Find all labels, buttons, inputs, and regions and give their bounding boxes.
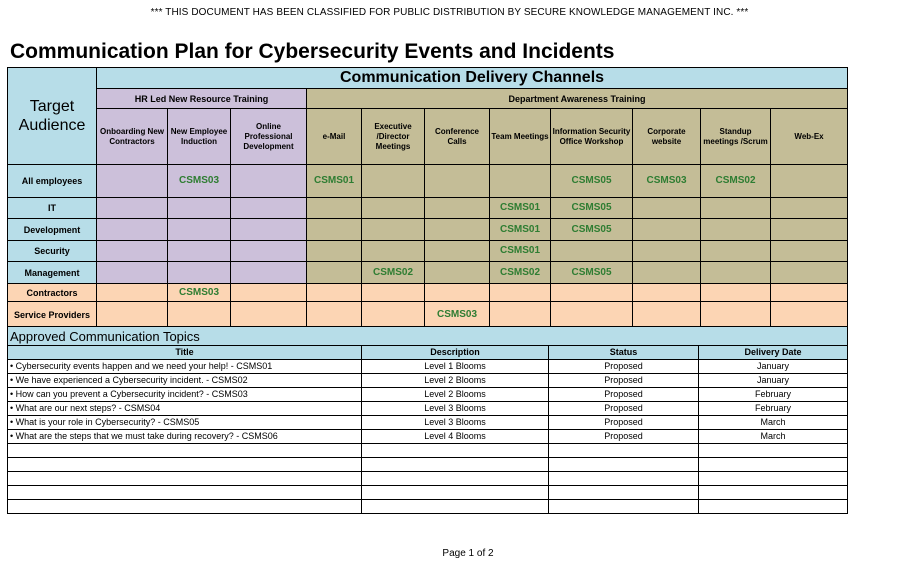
channel-cell — [97, 219, 168, 241]
channel-cell: CSMS05 — [551, 219, 633, 241]
channel-cell — [425, 284, 490, 302]
topic-description — [362, 500, 549, 514]
channel-cell — [97, 302, 168, 328]
channel-cell — [551, 241, 633, 262]
channel-cell — [168, 241, 231, 262]
channel-cell — [97, 284, 168, 302]
channel-cell — [633, 302, 701, 328]
topic-title — [8, 458, 362, 472]
topic-row — [8, 458, 848, 472]
audience-row — [8, 198, 848, 219]
audience-row — [8, 302, 848, 328]
channel-cell: CSMS01 — [490, 219, 551, 241]
channel-cell — [771, 284, 848, 302]
channel-cell: CSMS03 — [425, 302, 490, 328]
channel-cell — [231, 241, 307, 262]
channel-cell — [168, 262, 231, 284]
channel-cell — [633, 262, 701, 284]
audience-label: All employees — [8, 165, 97, 198]
channel-cell — [362, 198, 425, 219]
topic-delivery-date — [699, 486, 848, 500]
topic-title: • What is your role in Cybersecurity? - CSMS05 — [8, 416, 362, 430]
target-audience-header: Target Audience — [8, 68, 97, 165]
topic-description: Level 1 Blooms — [362, 360, 549, 374]
channel-cell — [97, 198, 168, 219]
channel-cell — [307, 284, 362, 302]
channel-cell — [771, 262, 848, 284]
channel-header: Information Security Office Workshop — [551, 109, 633, 165]
channel-cell: CSMS03 — [168, 165, 231, 198]
audience-row — [8, 241, 848, 262]
topic-status — [549, 444, 699, 458]
channel-header: Executive /Director Meetings — [362, 109, 425, 165]
topic-status — [549, 458, 699, 472]
channel-cell — [307, 219, 362, 241]
topic-row — [8, 402, 848, 416]
topic-description — [362, 472, 549, 486]
topic-title — [8, 486, 362, 500]
channel-cell — [362, 165, 425, 198]
communication-plan-grid — [7, 67, 848, 328]
channel-cell: CSMS05 — [551, 165, 633, 198]
topic-delivery-date — [699, 458, 848, 472]
channel-cell — [701, 262, 771, 284]
channel-cell — [362, 284, 425, 302]
topic-delivery-date: February — [699, 388, 848, 402]
approved-topics-header: Approved Communication Topics — [8, 327, 848, 346]
hr-training-group-header: HR Led New Resource Training — [97, 89, 307, 109]
topic-status: Proposed — [549, 416, 699, 430]
channel-cell — [307, 241, 362, 262]
topic-row — [8, 472, 848, 486]
channel-cell — [97, 165, 168, 198]
channel-cell — [425, 241, 490, 262]
topic-description: Level 4 Blooms — [362, 430, 549, 444]
topic-title: • What are our next steps? - CSMS04 — [8, 402, 362, 416]
channel-cell: CSMS01 — [490, 241, 551, 262]
topic-delivery-date: March — [699, 430, 848, 444]
topic-description: Level 3 Blooms — [362, 416, 549, 430]
channel-header: Online Professional Development — [231, 109, 307, 165]
dept-training-group-header: Department Awareness Training — [307, 89, 848, 109]
channel-cell — [771, 241, 848, 262]
channel-cell — [425, 262, 490, 284]
channel-cell: CSMS03 — [168, 284, 231, 302]
channel-cell — [425, 198, 490, 219]
column-header-delivery-date: Delivery Date — [699, 346, 848, 360]
channel-cell — [771, 165, 848, 198]
topic-title — [8, 444, 362, 458]
channel-cell — [97, 241, 168, 262]
channel-cell — [551, 284, 633, 302]
topic-title — [8, 472, 362, 486]
topic-delivery-date: February — [699, 402, 848, 416]
topic-row — [8, 388, 848, 402]
channel-header: Conference Calls — [425, 109, 490, 165]
topic-description — [362, 444, 549, 458]
channel-cell — [307, 198, 362, 219]
channel-cell — [633, 241, 701, 262]
topic-status: Proposed — [549, 388, 699, 402]
channel-header: Team Meetings — [490, 109, 551, 165]
topic-status — [549, 486, 699, 500]
channel-cell — [231, 284, 307, 302]
channel-cell — [771, 302, 848, 328]
channel-cell — [231, 219, 307, 241]
topic-row — [8, 486, 848, 500]
topic-delivery-date: March — [699, 416, 848, 430]
topic-description — [362, 458, 549, 472]
channel-cell — [231, 262, 307, 284]
column-header-title: Title — [8, 346, 362, 360]
channel-cell — [633, 219, 701, 241]
audience-row — [8, 284, 848, 302]
channel-cell — [633, 198, 701, 219]
topic-description: Level 3 Blooms — [362, 402, 549, 416]
channel-cell — [362, 241, 425, 262]
topic-title — [8, 500, 362, 514]
topic-status: Proposed — [549, 430, 699, 444]
channel-cell — [701, 241, 771, 262]
channel-cell — [701, 284, 771, 302]
channel-cell — [362, 302, 425, 328]
topic-status — [549, 472, 699, 486]
topic-description: Level 2 Blooms — [362, 388, 549, 402]
channel-header: New Employee Induction — [168, 109, 231, 165]
topic-description: Level 2 Blooms — [362, 374, 549, 388]
audience-label: Development — [8, 219, 97, 241]
audience-row — [8, 262, 848, 284]
channel-cell — [490, 165, 551, 198]
topic-status: Proposed — [549, 402, 699, 416]
audience-label: Management — [8, 262, 97, 284]
channel-cell: CSMS01 — [307, 165, 362, 198]
topic-row — [8, 360, 848, 374]
topic-row — [8, 416, 848, 430]
topic-delivery-date — [699, 444, 848, 458]
topic-row — [8, 444, 848, 458]
channel-cell — [701, 219, 771, 241]
channel-cell — [490, 284, 551, 302]
topic-delivery-date: January — [699, 374, 848, 388]
audience-label: Contractors — [8, 284, 97, 302]
channel-cell: CSMS02 — [490, 262, 551, 284]
channel-cell — [307, 302, 362, 328]
column-header-status: Status — [549, 346, 699, 360]
channel-cell — [97, 262, 168, 284]
classification-banner: *** THIS DOCUMENT HAS BEEN CLASSIFIED FOR PUBLIC DISTRIBUTION BY SECURE KNOWLEDGE MANAGEMENT INC. *** — [150, 7, 749, 18]
topic-row — [8, 430, 848, 444]
channel-cell — [307, 262, 362, 284]
audience-label: IT — [8, 198, 97, 219]
topic-title: • What are the steps that we must take during recovery? - CSMS06 — [8, 430, 362, 444]
topic-status — [549, 500, 699, 514]
topic-description — [362, 486, 549, 500]
topic-row — [8, 374, 848, 388]
channel-cell — [551, 302, 633, 328]
channel-cell — [701, 198, 771, 219]
channel-header: Corporate website — [633, 109, 701, 165]
channel-cell — [771, 198, 848, 219]
channel-cell — [231, 198, 307, 219]
channel-cell — [362, 219, 425, 241]
channel-cell — [231, 165, 307, 198]
delivery-channels-header: Communication Delivery Channels — [97, 68, 848, 89]
topic-delivery-date: January — [699, 360, 848, 374]
topic-delivery-date — [699, 500, 848, 514]
topic-delivery-date — [699, 472, 848, 486]
channel-cell — [425, 165, 490, 198]
topic-title: • We have experienced a Cybersecurity incident. - CSMS02 — [8, 374, 362, 388]
channel-cell — [168, 302, 231, 328]
topic-title: • How can you prevent a Cybersecurity incident? - CSMS03 — [8, 388, 362, 402]
channel-cell — [168, 198, 231, 219]
audience-row — [8, 165, 848, 198]
channel-cell — [771, 219, 848, 241]
channel-cell: CSMS01 — [490, 198, 551, 219]
column-header-description: Description — [362, 346, 549, 360]
channel-cell: CSMS05 — [551, 198, 633, 219]
channel-header: Onboarding New Contractors — [97, 109, 168, 165]
document-title: Communication Plan for Cybersecurity Events and Incidents — [10, 40, 615, 63]
channel-cell — [701, 302, 771, 328]
channel-header: Standup meetings /Scrum — [701, 109, 771, 165]
channel-cell: CSMS02 — [362, 262, 425, 284]
channel-cell: CSMS05 — [551, 262, 633, 284]
channel-cell — [490, 302, 551, 328]
topic-title: • Cybersecurity events happen and we need your help! - CSMS01 — [8, 360, 362, 374]
audience-row — [8, 219, 848, 241]
page-number: Page 1 of 2 — [442, 548, 494, 559]
channel-header: Web-Ex — [771, 109, 848, 165]
channel-cell — [425, 219, 490, 241]
topic-row — [8, 500, 848, 514]
channel-cell — [231, 302, 307, 328]
channel-header: e-Mail — [307, 109, 362, 165]
audience-label: Security — [8, 241, 97, 262]
topic-status: Proposed — [549, 374, 699, 388]
channel-cell: CSMS02 — [701, 165, 771, 198]
approved-topics-table — [7, 326, 848, 514]
channel-cell — [168, 219, 231, 241]
channel-cell: CSMS03 — [633, 165, 701, 198]
topic-status: Proposed — [549, 360, 699, 374]
channel-cell — [633, 284, 701, 302]
audience-label: Service Providers — [8, 302, 97, 328]
